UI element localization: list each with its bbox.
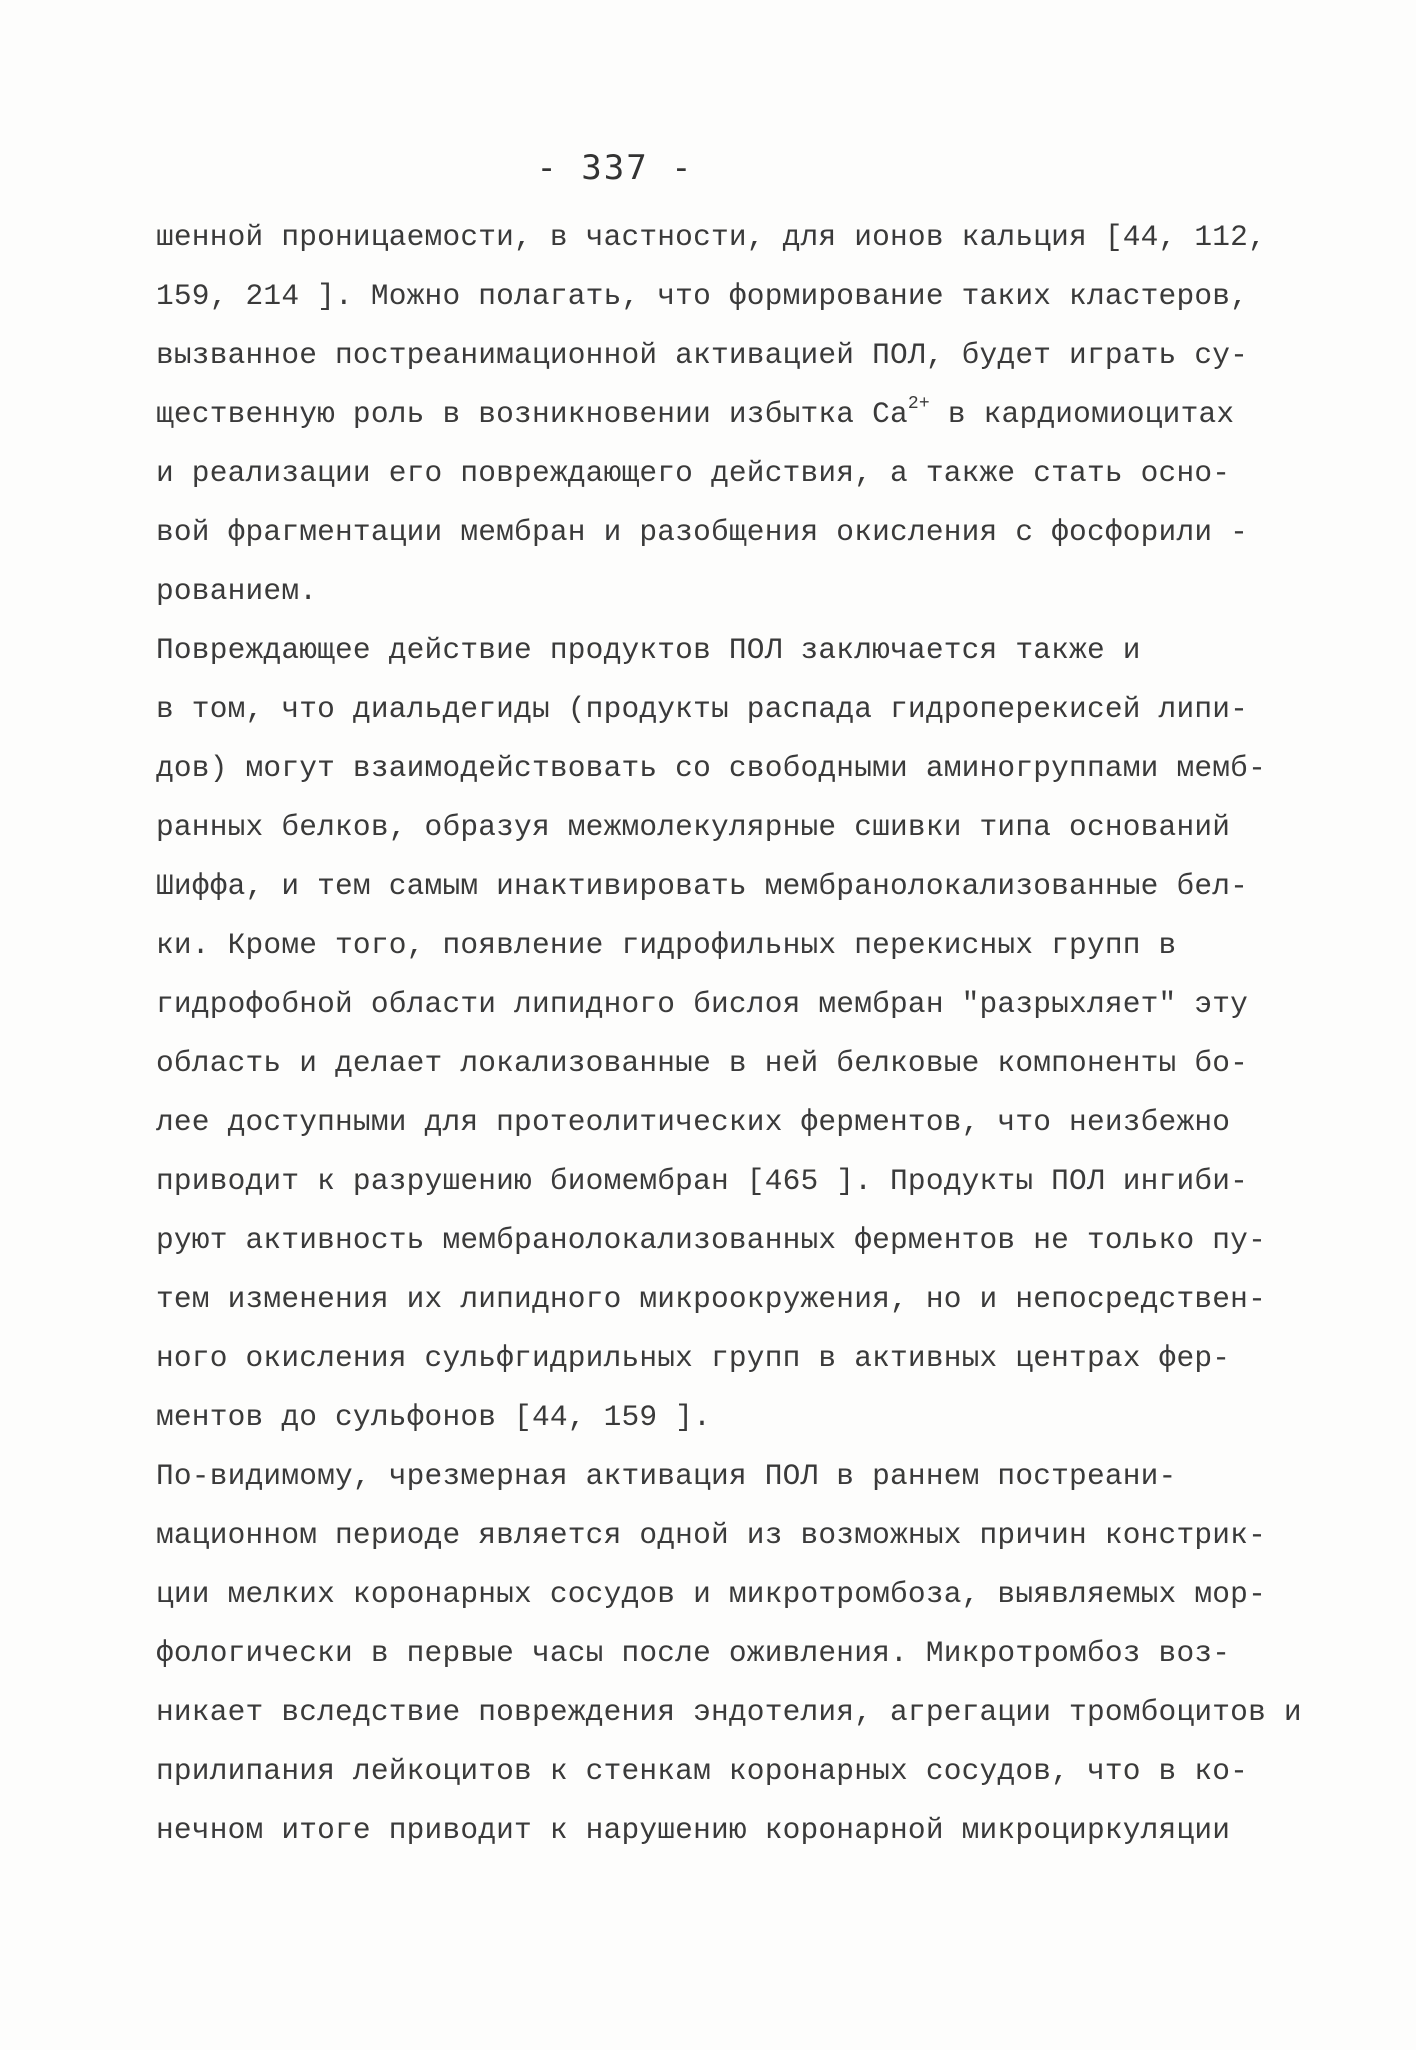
text-line: Шиффа, и тем самым инактивировать мембранолокализованные бел- bbox=[156, 869, 1249, 903]
text-line: дов) могут взаимодействовать со свободными аминогруппами мемб- bbox=[156, 751, 1266, 785]
text-line: руют активность мембранолокализованных ферментов не только пу- bbox=[156, 1223, 1266, 1257]
text-line-with-superscript bbox=[156, 385, 1326, 444]
text-line: в том, что диальдегиды (продукты распада гидроперекисей липи- bbox=[156, 692, 1249, 726]
text-segment: в кардиомиоцитах bbox=[929, 397, 1235, 431]
text-line: никает вследствие повреждения эндотелия, агрегации тромбоцитов и bbox=[156, 1695, 1302, 1729]
text-line: ментов до сульфонов [44, 159 ]. bbox=[156, 1400, 711, 1434]
text-line: рованием. bbox=[156, 574, 318, 608]
text-line: ранных белков, образуя межмолекулярные сшивки типа оснований bbox=[156, 810, 1231, 844]
body-text bbox=[156, 208, 1326, 1860]
text-line: приводит к разрушению биомембран [465 ]. Продукты ПОЛ ингиби- bbox=[156, 1164, 1249, 1198]
text-line: вызванное постреанимационной активацией ПОЛ, будет играть су- bbox=[156, 338, 1249, 372]
page-number: - 337 - bbox=[536, 148, 694, 188]
text-line: мационном периоде является одной из возможных причин констрик- bbox=[156, 1518, 1266, 1552]
text-line: прилипания лейкоцитов к стенкам коронарных сосудов, что в ко- bbox=[156, 1754, 1249, 1788]
text-line: лее доступными для протеолитических ферментов, что неизбежно bbox=[156, 1105, 1231, 1139]
text-segment: щественную роль в возникновении избытка Ca bbox=[156, 397, 908, 431]
text-line: фологически в первые часы после оживления. Микротромбоз воз- bbox=[156, 1636, 1231, 1670]
superscript: 2+ bbox=[907, 394, 930, 414]
text-line: вой фрагментации мембран и разобщения окисления с фосфорили - bbox=[156, 515, 1249, 549]
paragraph-first-line: По-видимому, чрезмерная активация ПОЛ в раннем постреани- bbox=[156, 1459, 1177, 1493]
text-line: шенной проницаемости, в частности, для ионов кальция [44, 112, bbox=[156, 220, 1266, 254]
text-line: 159, 214 ]. Можно полагать, что формирование таких кластеров, bbox=[156, 279, 1249, 313]
text-line: область и делает локализованные в ней белковые компоненты бо- bbox=[156, 1046, 1249, 1080]
text-line: нечном итоге приводит к нарушению коронарной микроциркуляции bbox=[156, 1813, 1231, 1847]
paragraph-first-line: Повреждающее действие продуктов ПОЛ заключается также и bbox=[156, 633, 1141, 667]
text-line: ного окисления сульфгидрильных групп в активных центрах фер- bbox=[156, 1341, 1231, 1375]
text-line: тем изменения их липидного микроокружения, но и непосредствен- bbox=[156, 1282, 1266, 1316]
text-line: ции мелких коронарных сосудов и микротромбоза, выявляемых мор- bbox=[156, 1577, 1266, 1611]
text-line: и реализации его повреждающего действия, а также стать осно- bbox=[156, 456, 1231, 490]
text-line: ки. Кроме того, появление гидрофильных перекисных групп в bbox=[156, 928, 1177, 962]
text-line: гидрофобной области липидного бислоя мембран "разрыхляет" эту bbox=[156, 987, 1249, 1021]
